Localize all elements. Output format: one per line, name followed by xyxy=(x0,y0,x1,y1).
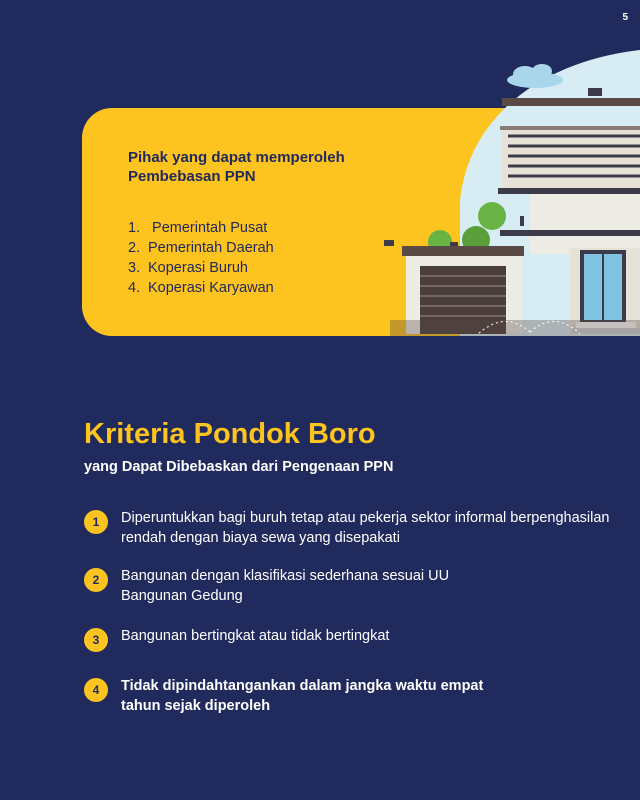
card-list-item xyxy=(128,278,274,298)
card-item-label: Koperasi Buruh xyxy=(148,260,248,276)
number-badge: 1 xyxy=(84,510,108,534)
criteria-text: Bangunan dengan klasifikasi sederhana sesuai UU Bangunan Gedung xyxy=(121,568,450,604)
criteria-text: Bangunan bertingkat atau tidak bertingkat xyxy=(121,628,390,644)
page-number: 5 xyxy=(622,12,628,23)
card-item-number: 1. xyxy=(128,220,141,236)
criteria-text: Tidak dipindahtangankan dalam jangka waktu empat tahun sejak diperoleh xyxy=(121,678,484,714)
card-title: Pihak yang dapat memperoleh Pembebasan PPN xyxy=(128,149,345,185)
card-list-item xyxy=(128,218,274,238)
number-badge: 3 xyxy=(84,628,108,652)
card-list-item xyxy=(128,258,274,278)
section-subtitle: yang Dapat Dibebaskan dari Pengenaan PPN xyxy=(84,459,394,475)
number-badge: 2 xyxy=(84,568,108,592)
card-item-label: Pemerintah Daerah xyxy=(148,240,274,256)
card-item-label: Pemerintah Pusat xyxy=(148,220,268,236)
criteria-text: Diperuntukkan bagi buruh tetap atau pekerja sektor informal berpenghasilan rendah dengan biaya sewa yang disepakati xyxy=(121,510,610,546)
card-list-item xyxy=(128,238,274,258)
card-item-label: Koperasi Karyawan xyxy=(148,280,274,296)
card-item-number: 3. xyxy=(128,260,141,276)
card-item-number: 2. xyxy=(128,240,141,256)
card-list xyxy=(128,218,274,298)
number-badge: 4 xyxy=(84,678,108,702)
card-item-number: 4. xyxy=(128,280,141,296)
modern-house-icon xyxy=(380,40,640,340)
section-title: Kriteria Pondok Boro xyxy=(84,418,376,450)
